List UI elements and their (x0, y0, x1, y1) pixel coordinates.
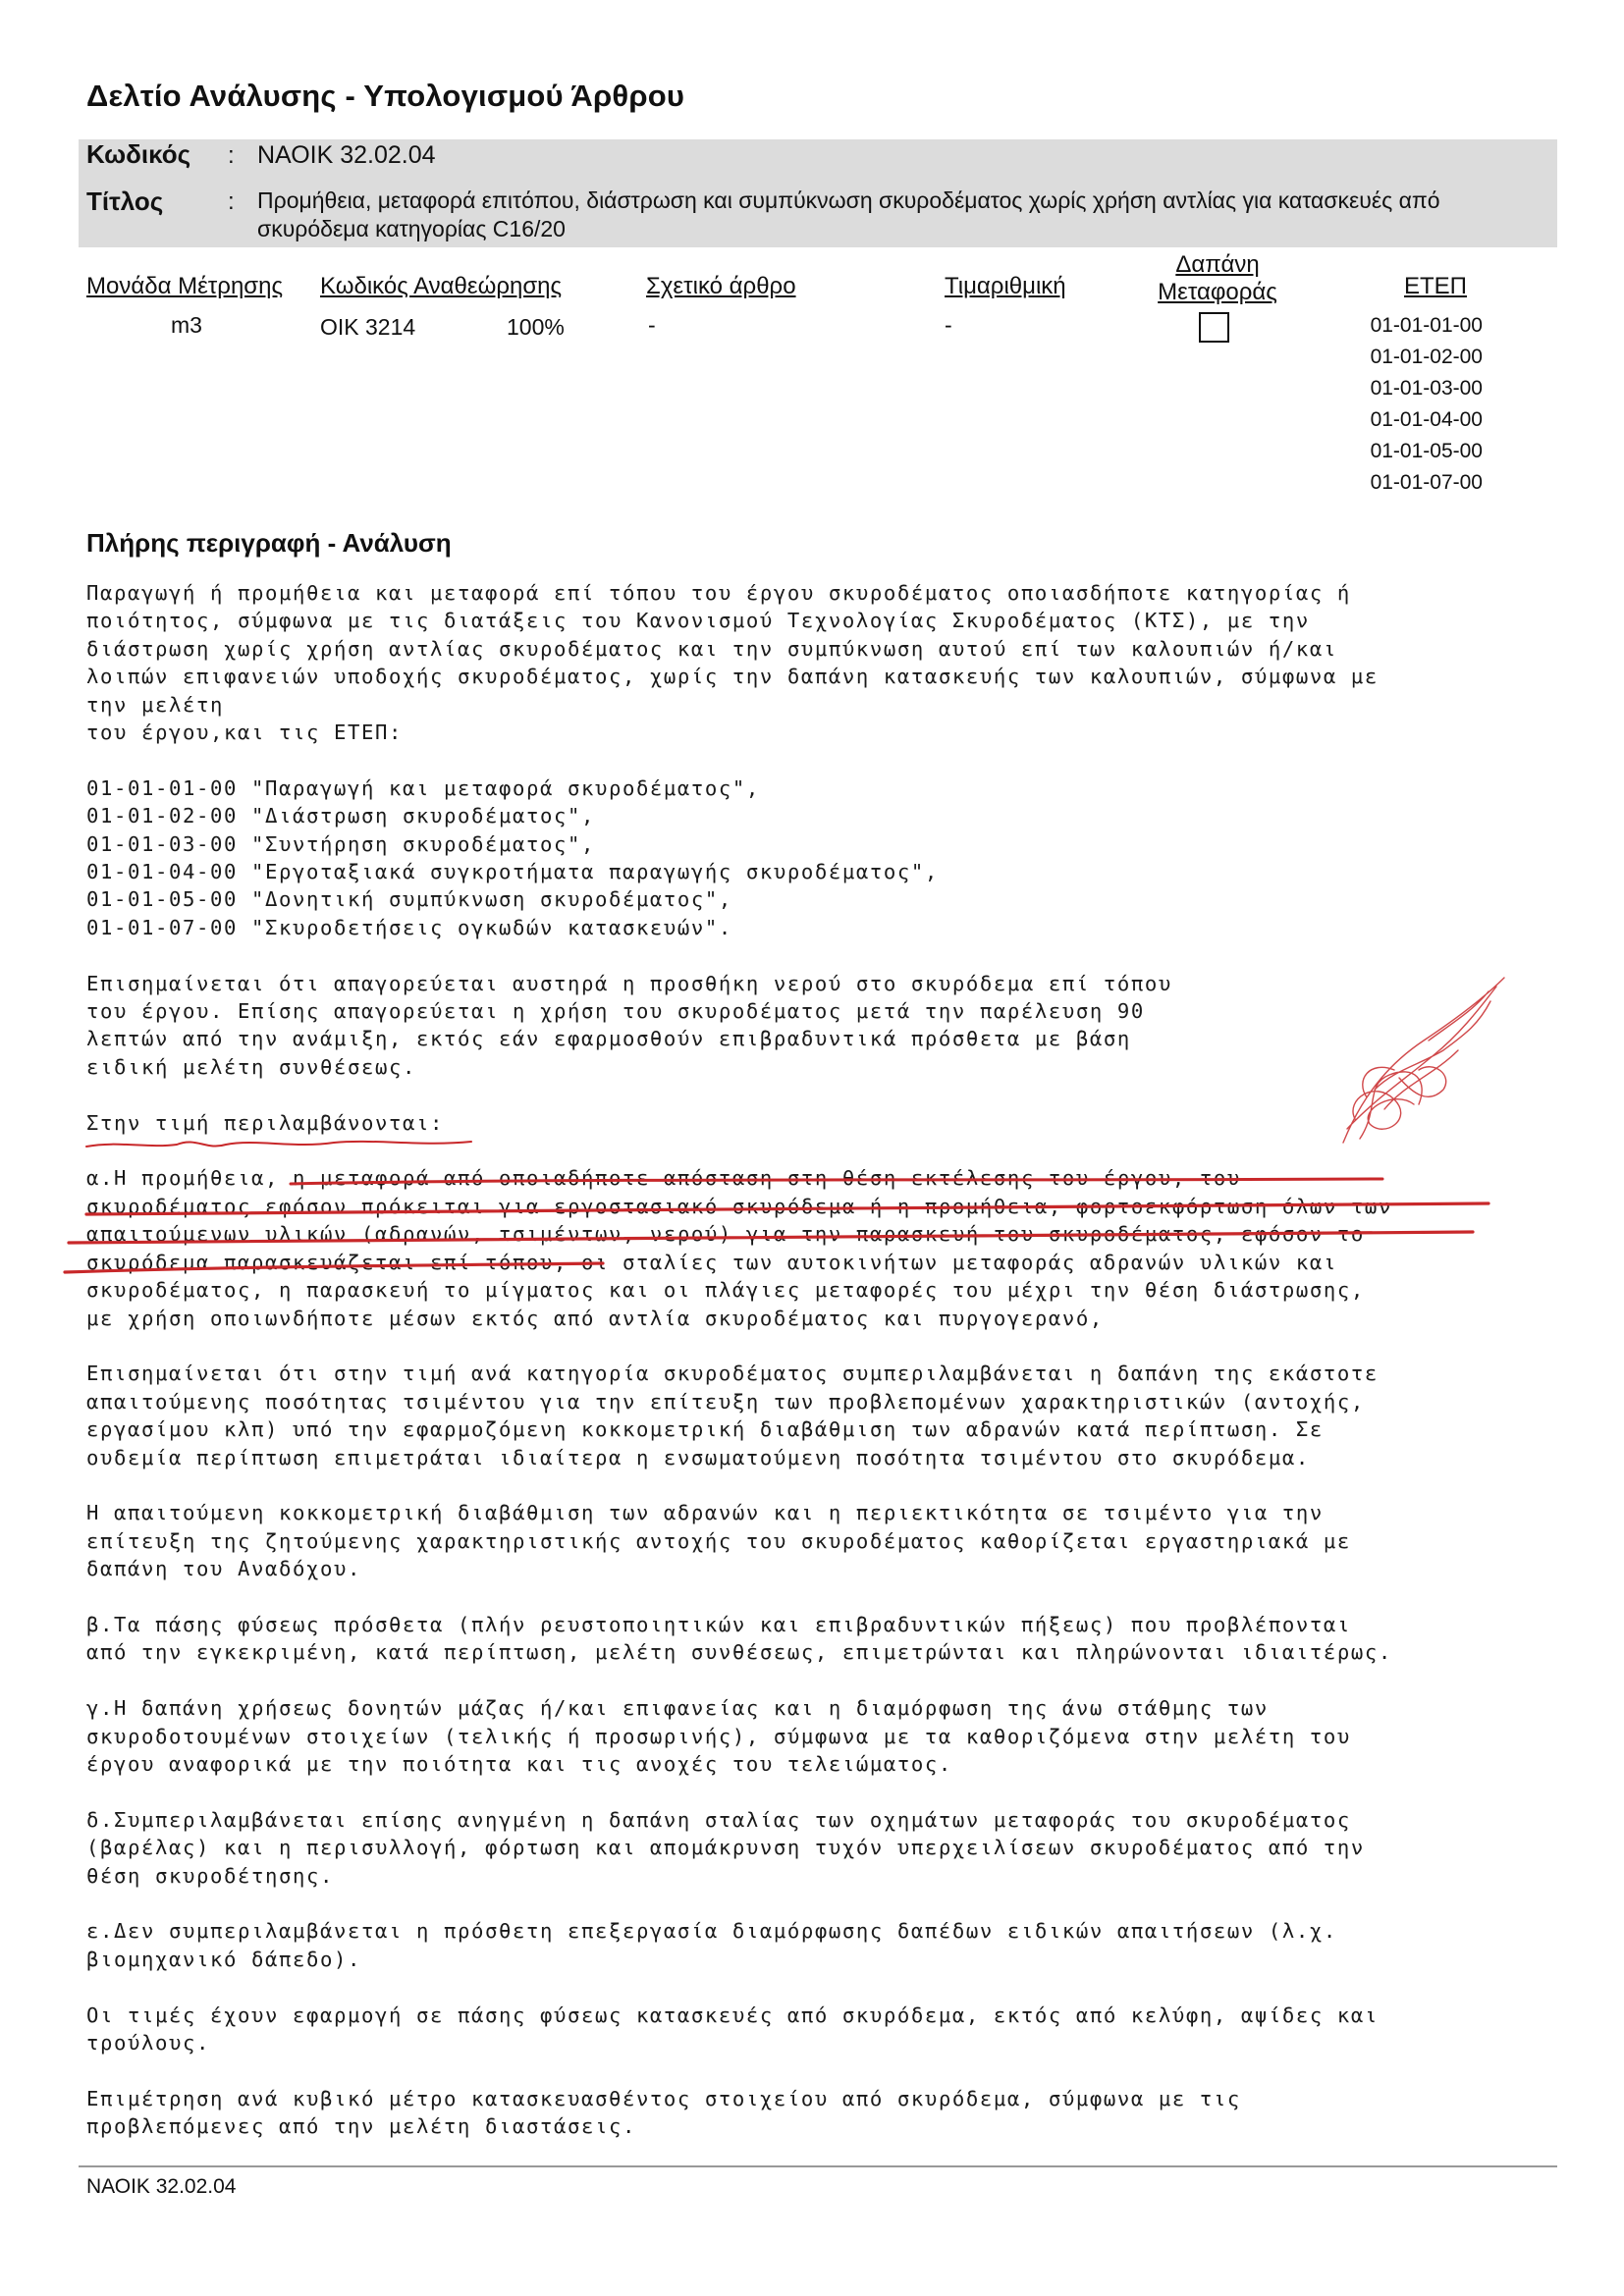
etep-list (1363, 310, 1483, 499)
blank-line (86, 1778, 1520, 1805)
description-line: έργου αναφορικά με την ποιότητα και τις ανοχές του τελειώματος. (86, 1751, 952, 1776)
blank-line (86, 1667, 1520, 1694)
col-etep: ΕΤΕΠ (1404, 273, 1468, 299)
description-line: διάστρωση χωρίς χρήση αντλίας σκυροδέματος και την συμπύκνωση αυτού επί των καλουπιών ή/και (86, 636, 1337, 661)
title-colon: : (228, 188, 235, 215)
description-line: Επιμέτρηση ανά κυβικό μέτρο κατασκευασθέντος στοιχείου από σκυρόδεμα, σύμφωνα με τις (86, 2086, 1241, 2110)
related-article-value: - (648, 312, 656, 338)
description-line: 01-01-01-00 "Παραγωγή και μεταφορά σκυροδέματος", (86, 775, 760, 800)
description-line: λοιπών επιφανειών υποδοχής σκυροδέματος, χωρίς την δαπάνη κατασκευής των καλουπιών, σύμφωνα με (86, 665, 1379, 689)
blank-line (86, 1583, 1520, 1611)
description-body (86, 579, 1520, 2141)
col-transport-cost (1139, 251, 1296, 306)
description-line: ουδεμία περίπτωση επιμετράται ιδιαίτερα η ενσωματούμενη ποσότητα τσιμέντου στο σκυρόδεμα. (86, 1445, 1310, 1469)
code-label: Κωδικός (86, 139, 191, 169)
etep-code: 01-01-05-00 (1370, 440, 1483, 462)
description-line: του έργου. Επίσης απαγορεύεται η χρήση του σκυροδέματος μετά την παρέλευση 90 (86, 999, 1145, 1024)
page-title: Δελτίο Ανάλυσης - Υπολογισμού Άρθρου (86, 79, 685, 113)
description-line: γ.Η δαπάνη χρήσεως δονητών μάζας ή/και επιφανείας και η διαμόρφωση της άνω στάθμης των (86, 1696, 1269, 1721)
col-transport-cost-line2: Μεταφοράς (1158, 279, 1277, 305)
transport-cost-checkbox[interactable] (1199, 312, 1229, 343)
footer-rule (79, 2165, 1557, 2167)
description-line: α.Η προμήθεια, η μεταφορά από οποιαδήποτε απόσταση στη θέση εκτέλεσης του έργου, του (86, 1166, 1241, 1191)
title-value: Προμήθεια, μεταφορά επιτόπου, διάστρωση και συμπύκνωση σκυροδέματος χωρίς χρήση αντλίας για κατασκευές από σκυρόδεμα κατηγορίας C16/20 (257, 187, 1440, 241)
description-line: (βαρέλας) και η περισυλλογή, φόρτωση και απομάκρυνση τυχόν υπερχειλίσεων σκυροδέματος από την (86, 1836, 1365, 1860)
etep-code: 01-01-03-00 (1370, 377, 1483, 400)
description-line: απαιτούμενης ποσότητας τσιμέντου για την επίτευξη των προβλεπομένων χαρακτηριστικών (αντοχής, (86, 1389, 1365, 1414)
description-line: εργασίμου κλπ) υπό την εφαρμοζόμενη κοκκομετρική διαβάθμιση των αδρανών κατά περίπτωση. Σε (86, 1417, 1324, 1442)
etep-code: 01-01-04-00 (1370, 408, 1483, 431)
description-line: του έργου,και τις ΕΤΕΠ: (86, 721, 403, 745)
description-line: Οι τιμές έχουν εφαρμογή σε πάσης φύσεως κατασκευές από σκυρόδεμα, εκτός από κελύφη, αψίδες και (86, 2002, 1379, 2027)
description-line: από την εγκεκριμένη, κατά περίπτωση, μελέτη συνθέσεως, επιμετρώνται και πληρώνονται ιδιαιτέρως. (86, 1640, 1392, 1665)
description-line: επίτευξη της ζητούμενης χαρακτηριστικής αντοχής του σκυροδέματος καθορίζεται εργαστηριακά με (86, 1528, 1351, 1553)
description-line: δαπάνη του Αναδόχου. (86, 1557, 361, 1581)
description-line: σκυροδοτουμένων στοιχείων (τελικής ή προσωρινής), σύμφωνα με τα καθοριζόμενα στην μελέτη του (86, 1724, 1351, 1748)
description-line: δ.Συμπεριλαμβάνεται επίσης ανηγμένη η δαπάνη σταλίας των οχημάτων μεταφοράς του σκυροδέματος (86, 1807, 1351, 1832)
description-line: ποιότητος, σύμφωνα με τις διατάξεις του Κανονισμού Τεχνολογίας Σκυροδέματος (ΚΤΣ), με την (86, 609, 1310, 633)
footer-code: ΝΑΟΙΚ 32.02.04 (86, 2175, 237, 2198)
title-label: Τίτλος (86, 187, 164, 216)
description-line: Επισημαίνεται ότι στην τιμή ανά κατηγορία σκυροδέματος συμπεριλαμβάνεται η δαπάνη της εκάστοτε (86, 1362, 1379, 1386)
description-line: την μελέτη (86, 692, 224, 717)
description-line: προβλεπόμενες από την μελέτη διαστάσεις. (86, 2114, 636, 2139)
blank-line (86, 1137, 1520, 1164)
description-line: 01-01-07-00 "Σκυροδετήσεις ογκωδών κατασκευών". (86, 915, 732, 939)
blank-line (86, 746, 1520, 774)
description-line: Στην τιμή περιλαμβάνονται: (86, 1110, 444, 1135)
description-line: απαιτούμενων υλικών (αδρανών, τσιμέντων, νερού) για την παρασκευή του σκυροδέματος, εφόσον το (86, 1222, 1365, 1247)
description-line: βιομηχανικό δάπεδο). (86, 1947, 361, 1971)
description-line: ε.Δεν συμπεριλαμβάνεται η πρόσθετη επεξεργασία διαμόρφωσης δαπέδων ειδικών απαιτήσεων (λ.χ. (86, 1919, 1337, 1944)
description-line: Παραγωγή ή προμήθεια και μεταφορά επί τόπου του έργου σκυροδέματος οποιασδήποτε κατηγορίας ή (86, 581, 1351, 605)
description-heading: Πλήρης περιγραφή - Ανάλυση (86, 528, 452, 558)
description-line: Επισημαίνεται ότι απαγορεύεται αυστηρά η προσθήκη νερού στο σκυρόδεμα επί τόπου (86, 971, 1172, 995)
blank-line (86, 1973, 1520, 2001)
description-line: με χρήση οποιωνδήποτε μέσων εκτός από αντλία σκυροδέματος και πυργογερανό, (86, 1306, 1104, 1330)
description-line: Η απαιτούμενη κοκκομετρική διαβάθμιση των αδρανών και η περιεκτικότητα σε τσιμέντο για την (86, 1501, 1324, 1525)
code-value: ΝΑΟΙΚ 32.02.04 (257, 141, 436, 169)
description-line: θέση σκυροδέτησης. (86, 1863, 334, 1888)
description-line: σκυροδέματος, η παρασκευή το μίγματος και οι πλάγιες μεταφορές του μέχρι την θέση διάστρωσης, (86, 1278, 1365, 1303)
col-revision-code: Κωδικός Αναθεώρησης (320, 273, 563, 299)
etep-code: 01-01-01-00 (1370, 314, 1483, 337)
description-line: 01-01-03-00 "Συντήρηση σκυροδέματος", (86, 831, 595, 856)
col-related-article: Σχετικό άρθρο (646, 273, 796, 299)
col-unit: Μονάδα Μέτρησης (86, 273, 284, 299)
blank-line (86, 1332, 1520, 1360)
description-line: β.Τα πάσης φύσεως πρόσθετα (πλήν ρευστοποιητικών και επιβραδυντικών πήξεως) που προβλέπονται (86, 1612, 1351, 1636)
blank-line (86, 1471, 1520, 1499)
blank-line (86, 2056, 1520, 2084)
code-colon: : (228, 142, 235, 169)
blank-line (86, 1890, 1520, 1917)
description-line: 01-01-05-00 "Δονητική συμπύκνωση σκυροδέματος", (86, 887, 732, 912)
description-line: σκυρόδεμα παρασκευάζεται επί τόπου, οι σταλίες των αυτοκινήτων μεταφοράς αδρανών υλικών και (86, 1250, 1337, 1274)
description-line: σκυροδέματος εφόσον πρόκειται για εργοστασιακό σκυρόδεμα ή η προμήθεια, φορτοεκφόρτωση όλων των (86, 1194, 1392, 1218)
col-price-index: Τιμαριθμική (945, 273, 1066, 299)
description-line: ειδική μελέτη συνθέσεως. (86, 1054, 416, 1079)
unit-value: m3 (171, 312, 202, 338)
percent-value: 100% (507, 314, 565, 340)
etep-code: 01-01-07-00 (1370, 471, 1483, 494)
description-line: τρούλους. (86, 2030, 210, 2055)
col-transport-cost-line1: Δαπάνη (1175, 251, 1260, 278)
etep-code: 01-01-02-00 (1370, 346, 1483, 368)
blank-line (86, 941, 1520, 969)
description-line: 01-01-02-00 "Διάστρωση σκυροδέματος", (86, 804, 595, 828)
blank-line (86, 1081, 1520, 1108)
revision-code-value: ΟΙΚ 3214 (320, 314, 416, 340)
description-line: λεπτών από την ανάμιξη, εκτός εάν εφαρμοσθούν επιβραδυντικά πρόσθετα με βάση (86, 1027, 1131, 1051)
description-line: 01-01-04-00 "Εργοταξιακά συγκροτήματα παραγωγής σκυροδέματος", (86, 860, 939, 884)
price-index-value: - (945, 312, 952, 338)
